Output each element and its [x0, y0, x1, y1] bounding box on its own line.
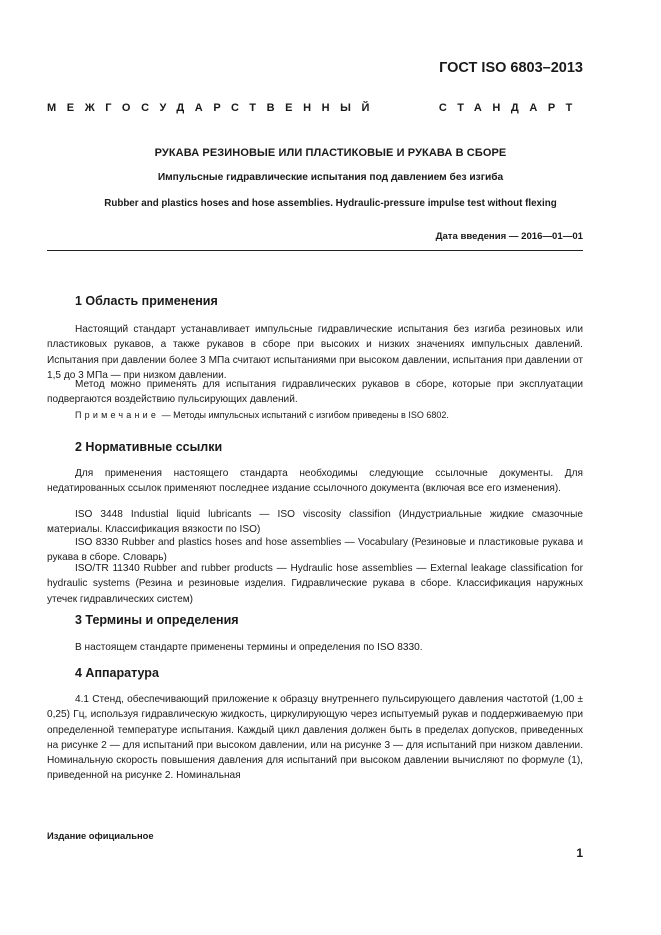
page-number: 1 — [576, 846, 583, 860]
section-2-heading: 2 Нормативные ссылки — [75, 440, 223, 454]
note-text: — Методы импульсных испытаний с изгибом приведены в ISO 6802. — [159, 410, 449, 420]
section-1-note — [75, 408, 449, 422]
note-label: Примечание — [75, 410, 160, 420]
standard-banner — [47, 102, 583, 114]
official-edition-label: Издание официальное — [47, 830, 154, 841]
section-4-heading: 4 Аппаратура — [75, 666, 159, 680]
section-2-reference-iso-tr-11340: ISO/TR 11340 Rubber and rubber products — Hydraulic hose assemblies — External leakage classification for hydraulic systems (Резина и резиновые изделия. Гидравлические рукава в сборе. Классификация наружных утечек гидравлических систем) — [47, 563, 583, 605]
section-1-heading: 1 Область применения — [75, 294, 218, 308]
banner-word-standard: СТАНДАРТ — [438, 102, 583, 114]
section-3-heading: 3 Термины и определения — [75, 613, 239, 627]
section-2-paragraph-1: Для применения настоящего стандарта необходимы следующие ссылочные документы. Для недатированных ссылок применяют последнее издание ссылочного документа (включая все его изменения). — [47, 468, 583, 495]
subtitle-russian: Импульсные гидравлические испытания под давлением без изгиба — [157, 172, 504, 183]
section-2-reference-iso-8330: ISO 8330 Rubber and plastics hoses and hose assemblies — Vocabulary (Резиновые и пластиковые рукава и рукава в сборе. Словарь) — [47, 537, 583, 564]
section-2-reference-iso-3448: ISO 3448 Industial liquid lubricants — ISO viscosity classifion (Индустриальные жидкие смазочные материалы. Классификация вязкости по ISO) — [47, 509, 583, 536]
date-of-introduction: Дата введения — 2016—01—01 — [435, 231, 583, 242]
document-code: ГОСТ ISO 6803–2013 — [439, 60, 583, 76]
section-3-paragraph-1: В настоящем стандарте применены термины и определения по ISO 8330. — [75, 642, 423, 653]
banner-word-interstate: МЕЖГОСУДАРСТВЕННЫЙ — [47, 102, 381, 114]
title-russian: РУКАВА РЕЗИНОВЫЕ ИЛИ ПЛАСТИКОВЫЕ И РУКАВА В СБОРЕ — [154, 147, 507, 159]
header-divider — [47, 250, 583, 251]
section-1-paragraph-1: Настоящий стандарт устанавливает импульсные гидравлические испытания без изгиба резиновых или пластиковых рукавов, а также рукавов в сборе при высоких и низких значениях импульсных давлений. Испытания при давлении более 3 МПа считают испытаниями при высоком давлении, испытания при давлении от 1,5 до 3 МПа — при низком давлении. — [47, 324, 583, 381]
section-1-paragraph-2: Метод можно применять для испытания гидравлических рукавов в сборе, которые при эксплуатации подвергаются воздействию пульсирующих давлений. — [47, 379, 583, 406]
section-4-paragraph-1: 4.1 Стенд, обеспечивающий приложение к образцу внутреннего пульсирующего давления частотой (1,00 ± 0,25) Гц, используя гидравлическую жидкость, циркулирующую через испытуемый рукав и поддерживаемую при определенной температуре испытания. Каждый цикл давления должен быть в пределах допусков, приведенных на рисунке 2 — для испытаний при высоком давлении, или на рисунке 3 — для испытаний при низком давлении. Номинальную скорость повышения давления для испытаний при высоком давлении вычисляют по формуле (1), приведенной на рисунке 2. Номинальная — [47, 694, 583, 782]
title-english: Rubber and plastics hoses and hose assemblies. Hydraulic-pressure impulse test without flexing — [104, 198, 557, 209]
